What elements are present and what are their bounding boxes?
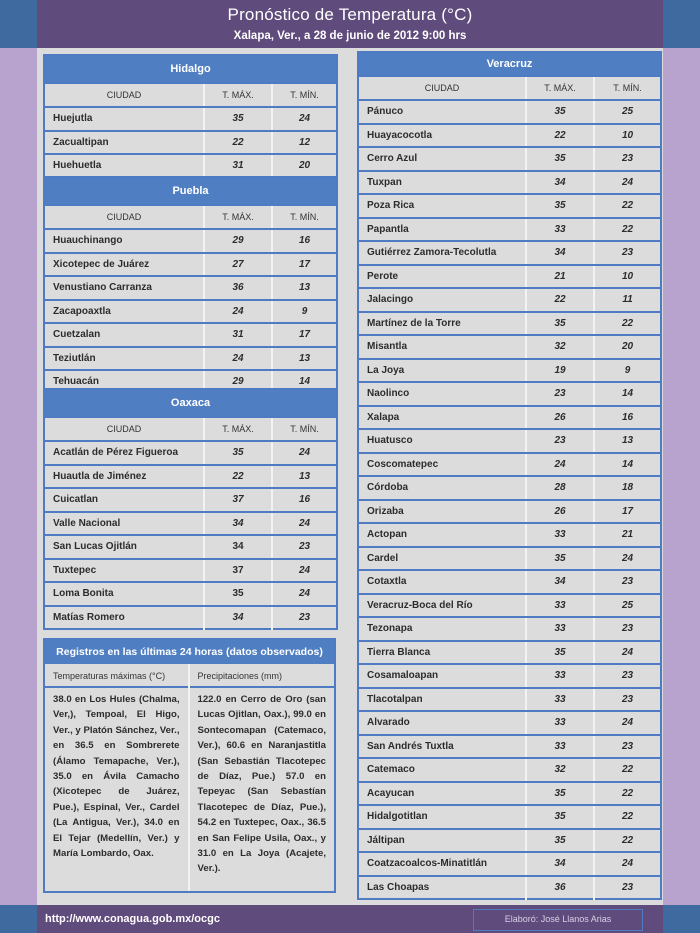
max-temp: 22 — [204, 465, 272, 489]
min-temp: 22 — [594, 829, 661, 853]
city-name: Loma Bonita — [44, 582, 204, 606]
city-name: Cuetzalan — [44, 323, 204, 347]
max-temp: 23 — [526, 382, 594, 406]
table-row — [358, 688, 661, 712]
min-temp: 14 — [594, 453, 661, 477]
table-row — [358, 124, 661, 148]
table-row — [358, 594, 661, 618]
max-temp: 34 — [526, 241, 594, 265]
table-oaxaca — [43, 388, 338, 630]
min-temp: 14 — [298, 376, 311, 388]
table-row — [358, 312, 661, 336]
min-temp: 25 — [594, 594, 661, 618]
city-name: San Andrés Tuxtla — [358, 735, 526, 759]
city-name: Huehuetla — [44, 154, 204, 178]
max-temp: 35 — [204, 582, 272, 606]
city-name: Misantla — [358, 335, 526, 359]
max-temp: 35 — [526, 641, 594, 665]
table-row — [358, 476, 661, 500]
table-row — [358, 265, 661, 289]
max-temp: 35 — [526, 805, 594, 829]
table-row — [358, 453, 661, 477]
observations-temperature — [45, 664, 190, 891]
column-header-city: CIUDAD — [44, 205, 204, 229]
min-temp: 9 — [272, 300, 337, 324]
city-name: Tuxpan — [358, 171, 526, 195]
min-temp: 23 — [594, 735, 661, 759]
min-temp: 14 — [594, 382, 661, 406]
city-name: San Lucas Ojitlán — [44, 535, 204, 559]
max-temp: 34 — [526, 171, 594, 195]
max-temp: 23 — [526, 429, 594, 453]
max-temp: 21 — [526, 265, 594, 289]
city-name: Tuxtepec — [44, 559, 204, 583]
city-name: Martínez de la Torre — [358, 312, 526, 336]
table-row — [44, 488, 337, 512]
table-row — [358, 547, 661, 571]
city-name: Córdoba — [358, 476, 526, 500]
min-temp: 24 — [272, 441, 337, 465]
min-temp: 17 — [272, 253, 337, 277]
table-veracruz — [357, 51, 662, 900]
max-temp: 26 — [526, 406, 594, 430]
city-name: Huauchinango — [44, 229, 204, 253]
table-row — [358, 500, 661, 524]
table-row — [44, 535, 337, 559]
city-name: Actopan — [358, 523, 526, 547]
max-temp: 33 — [526, 711, 594, 735]
table-puebla — [43, 176, 338, 395]
city-name: Papantla — [358, 218, 526, 242]
min-temp: 21 — [594, 523, 661, 547]
min-temp: 17 — [272, 323, 337, 347]
min-temp: 24 — [272, 582, 337, 606]
table-row — [358, 782, 661, 806]
region-title: Hidalgo — [44, 55, 337, 83]
min-temp: 23 — [621, 881, 634, 893]
min-temp: 13 — [272, 465, 337, 489]
page-subtitle: Xalapa, Ver., a 28 de junio de 2012 9:00 hrs — [233, 30, 467, 42]
city-name: Catemaco — [358, 758, 526, 782]
min-temp: 10 — [594, 265, 661, 289]
city-name: Poza Rica — [358, 194, 526, 218]
min-temp: 13 — [272, 347, 337, 371]
page-header — [37, 0, 663, 48]
table-row — [44, 131, 337, 155]
table-row — [358, 664, 661, 688]
table-row — [44, 465, 337, 489]
side-decoration — [0, 48, 37, 905]
min-temp: 24 — [594, 711, 661, 735]
city-name: Cotaxtla — [358, 570, 526, 594]
city-name: Tierra Blanca — [358, 641, 526, 665]
city-name: Acayucan — [358, 782, 526, 806]
column-header-max: T. MÁX. — [204, 417, 272, 441]
column-header-max: T. MÁX. — [526, 76, 594, 100]
city-name: Matías Romero — [44, 606, 204, 630]
min-temp: 20 — [298, 160, 311, 172]
max-temp: 31 — [204, 154, 272, 178]
max-temp: 35 — [526, 829, 594, 853]
max-temp: 35 — [526, 147, 594, 171]
table-row — [358, 100, 661, 124]
city-name: Valle Nacional — [44, 512, 204, 536]
city-name: Cuicatlan — [44, 488, 204, 512]
table-row — [44, 229, 337, 253]
table-row — [358, 194, 661, 218]
min-temp: 22 — [594, 312, 661, 336]
city-name: Hidalgotitlan — [358, 805, 526, 829]
credit-box: Elaboró: José Llanos Arias — [473, 909, 643, 931]
city-name: Huautla de Jiménez — [44, 465, 204, 489]
city-name: Jalacingo — [358, 288, 526, 312]
table-row — [44, 300, 337, 324]
min-temp: 22 — [594, 758, 661, 782]
city-name: Alvarado — [358, 711, 526, 735]
min-temp: 16 — [594, 406, 661, 430]
page-title: Pronóstico de Temperatura (°C) — [227, 5, 473, 24]
city-name: Teziutlán — [44, 347, 204, 371]
max-temp: 35 — [526, 782, 594, 806]
city-name: Cosamaloapan — [358, 664, 526, 688]
city-name: La Joya — [358, 359, 526, 383]
city-name: Huayacocotla — [358, 124, 526, 148]
table-row — [358, 570, 661, 594]
column-header-max: T. MÁX. — [204, 83, 272, 107]
min-temp: 22 — [594, 782, 661, 806]
max-temp: 37 — [204, 559, 272, 583]
min-temp: 23 — [594, 241, 661, 265]
min-temp: 9 — [594, 359, 661, 383]
city-name: Las Choapas — [358, 876, 526, 900]
column-header-min: T. MÍN. — [272, 83, 337, 107]
column-header-max: T. MÁX. — [204, 205, 272, 229]
city-name: Veracruz-Boca del Río — [358, 594, 526, 618]
page-footer — [37, 905, 663, 933]
max-temp: 34 — [204, 606, 272, 630]
table-row — [358, 735, 661, 759]
edge-decoration — [663, 905, 700, 933]
table-row — [358, 171, 661, 195]
table-row — [358, 359, 661, 383]
max-temp: 34 — [204, 535, 272, 559]
max-temp: 35 — [526, 194, 594, 218]
city-name: Tlacotalpan — [358, 688, 526, 712]
max-temp: 33 — [526, 688, 594, 712]
max-temp: 33 — [526, 664, 594, 688]
max-temp: 22 — [204, 131, 272, 155]
city-name: Xalapa — [358, 406, 526, 430]
min-temp: 17 — [594, 500, 661, 524]
city-name: Huejutla — [44, 107, 204, 131]
max-temp: 31 — [204, 323, 272, 347]
min-temp: 20 — [594, 335, 661, 359]
table-row — [358, 218, 661, 242]
min-temp: 11 — [594, 288, 661, 312]
min-temp: 22 — [594, 194, 661, 218]
max-temp: 36 — [204, 276, 272, 300]
min-temp: 22 — [594, 805, 661, 829]
table-row — [44, 347, 337, 371]
city-name: Zacapoaxtla — [44, 300, 204, 324]
max-temp: 34 — [204, 512, 272, 536]
max-temp: 24 — [204, 300, 272, 324]
region-title: Oaxaca — [44, 389, 337, 417]
column-header-min: T. MÍN. — [594, 76, 661, 100]
min-temp: 25 — [594, 100, 661, 124]
table-row — [44, 512, 337, 536]
city-name: Tehuacán — [44, 370, 204, 394]
min-temp: 23 — [272, 535, 337, 559]
observations-precipitation — [190, 664, 335, 891]
table-row — [358, 711, 661, 735]
city-name: Perote — [358, 265, 526, 289]
max-temp: 26 — [526, 500, 594, 524]
max-temp: 27 — [204, 253, 272, 277]
min-temp: 12 — [272, 131, 337, 155]
table-row — [358, 641, 661, 665]
max-temp: 29 — [204, 229, 272, 253]
observations-title: Registros en las últimas 24 horas (datos observados) — [45, 640, 334, 664]
table-row — [358, 876, 661, 900]
city-name: Venustiano Carranza — [44, 276, 204, 300]
table-row — [358, 805, 661, 829]
min-temp: 23 — [594, 617, 661, 641]
max-temp: 33 — [526, 523, 594, 547]
city-name: Xicotepec de Juárez — [44, 253, 204, 277]
city-name: Naolinco — [358, 382, 526, 406]
city-name: Gutiérrez Zamora-Tecolutla — [358, 241, 526, 265]
max-temp: 35 — [204, 441, 272, 465]
min-temp: 24 — [594, 547, 661, 571]
max-temp: 33 — [526, 218, 594, 242]
forecast-canvas — [37, 48, 663, 905]
city-name: Jáltipan — [358, 829, 526, 853]
column-header-min: T. MÍN. — [272, 205, 337, 229]
city-name: Acatlán de Pérez Figueroa — [44, 441, 204, 465]
max-temp: 35 — [526, 312, 594, 336]
temperature-text: 38.0 en Los Hules (Chalma, Ver,), Tempoal, El Higo, Ver., y Platón Sánchez, Ver., en 36.5 en Sombrerete (Álamo Temapache, Ver.), 35.0 en Ávila Camacho (Xicotepec de Juárez, Pue.), Espinal, Ver., Cardel (La Antigua, Ver.), 34.0 en El Tejar (Medellín, Ver.) y María Lombardo, Oax. — [53, 694, 180, 860]
min-temp: 10 — [594, 124, 661, 148]
max-temp: 29 — [204, 370, 272, 394]
min-temp: 13 — [594, 429, 661, 453]
max-temp: 33 — [526, 594, 594, 618]
max-temp: 24 — [526, 453, 594, 477]
table-row — [358, 382, 661, 406]
city-name: Orizaba — [358, 500, 526, 524]
table-row — [358, 523, 661, 547]
observations-panel — [43, 638, 336, 893]
precipitation-header: Precipitaciones (mm) — [190, 664, 335, 688]
min-temp: 24 — [594, 171, 661, 195]
table-row — [358, 429, 661, 453]
table-hidalgo — [43, 54, 338, 179]
city-name: Pánuco — [358, 100, 526, 124]
temperature-header: Temperaturas máximas (°C) — [45, 664, 188, 688]
max-temp: 32 — [526, 758, 594, 782]
max-temp: 19 — [526, 359, 594, 383]
max-temp: 34 — [526, 570, 594, 594]
city-name: Cardel — [358, 547, 526, 571]
min-temp: 16 — [272, 229, 337, 253]
city-name: Coscomatepec — [358, 453, 526, 477]
side-decoration — [663, 48, 700, 905]
column-header-city: CIUDAD — [44, 83, 204, 107]
table-row — [358, 241, 661, 265]
table-row — [358, 335, 661, 359]
max-temp: 22 — [526, 124, 594, 148]
region-title: Veracruz — [358, 52, 661, 76]
min-temp: 13 — [272, 276, 337, 300]
min-temp: 24 — [272, 559, 337, 583]
max-temp: 35 — [526, 100, 594, 124]
region-title: Puebla — [44, 177, 337, 205]
city-name: Huatusco — [358, 429, 526, 453]
table-row — [44, 276, 337, 300]
max-temp: 24 — [204, 347, 272, 371]
max-temp: 33 — [526, 617, 594, 641]
min-temp: 23 — [298, 611, 311, 623]
min-temp: 23 — [594, 147, 661, 171]
table-row — [44, 559, 337, 583]
table-row — [44, 606, 337, 630]
min-temp: 23 — [594, 664, 661, 688]
max-temp: 35 — [526, 547, 594, 571]
min-temp: 23 — [594, 688, 661, 712]
max-temp: 32 — [526, 335, 594, 359]
table-row — [358, 829, 661, 853]
max-temp: 36 — [526, 876, 594, 900]
table-row — [44, 582, 337, 606]
city-name: Tezonapa — [358, 617, 526, 641]
city-name: Coatzacoalcos-Minatitlán — [358, 852, 526, 876]
max-temp: 35 — [204, 107, 272, 131]
table-row — [358, 147, 661, 171]
min-temp: 23 — [594, 570, 661, 594]
table-row — [358, 406, 661, 430]
table-row — [358, 758, 661, 782]
min-temp: 24 — [594, 852, 661, 876]
table-row — [44, 441, 337, 465]
table-row — [44, 323, 337, 347]
table-row — [358, 288, 661, 312]
table-row — [44, 253, 337, 277]
edge-decoration — [0, 0, 37, 48]
precipitation-text: 122.0 en Cerro de Oro (san Lucas Ojitlan, Oax.), 99.0 en Sontecomapan (Catemaco, Ver.), 60.6 en Naranjastitla (San Sebastián Tlacotepec de Díaz, Pue.) 57.0 en Tepeyac (San Sebastían Tlacotepec de Díaz, Pue.), 54.2 en Tuxtepec, Oax., 36.5 en San Felipe Usila, Oax., y 31.0 en La Joya (Acajete, Ver.). — [197, 694, 326, 875]
min-temp: 18 — [594, 476, 661, 500]
column-header-city: CIUDAD — [44, 417, 204, 441]
min-temp: 22 — [594, 218, 661, 242]
city-name: Zacualtipan — [44, 131, 204, 155]
source-link[interactable]: http://www.conagua.gob.mx/ocgc — [45, 913, 220, 925]
min-temp: 24 — [272, 107, 337, 131]
min-temp: 24 — [272, 512, 337, 536]
table-row — [358, 852, 661, 876]
table-row — [358, 617, 661, 641]
min-temp: 16 — [272, 488, 337, 512]
max-temp: 28 — [526, 476, 594, 500]
table-row — [44, 107, 337, 131]
city-name: Cerro Azul — [358, 147, 526, 171]
table-row — [44, 154, 337, 178]
min-temp: 24 — [594, 641, 661, 665]
edge-decoration — [663, 0, 700, 48]
column-header-city: CIUDAD — [358, 76, 526, 100]
max-temp: 34 — [526, 852, 594, 876]
max-temp: 33 — [526, 735, 594, 759]
max-temp: 37 — [204, 488, 272, 512]
column-header-min: T. MÍN. — [272, 417, 337, 441]
max-temp: 22 — [526, 288, 594, 312]
edge-decoration — [0, 905, 37, 933]
